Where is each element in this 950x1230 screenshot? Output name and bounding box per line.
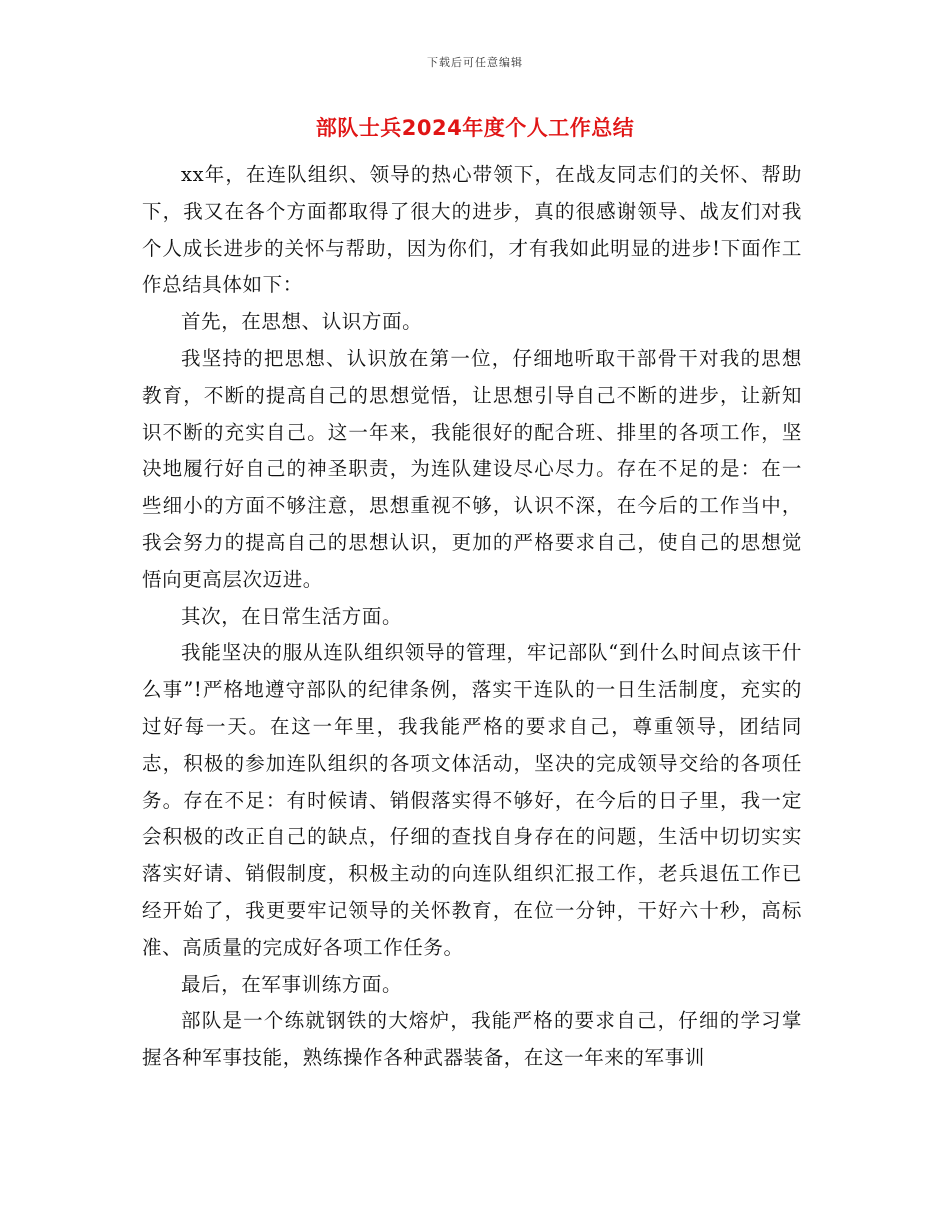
paragraph-daily-life: 我能坚决的服从连队组织领导的管理，牢记部队“到什么时间点该干什么事”!严格地遵守部队的纪律条例，落实干连队的一日生活制度，充实的过好每一天。在这一年里，我我能严格的要求自己，尊重领导，团结同志，积极的参加连队组织的各项文体活动，坚决的完成领导交给的各项任务。存在不足：有时候请、销假落实得不够好，在今后的日子里，我一定会积极的改正自己的缺点，仔细的查找自身存在的问题，生活中切切实实落实好请、销假制度，积极主动的向连队组织汇报工作，老兵退伍工作已经开始了，我更要牢记领导的关怀教育，在位一分钟，干好六十秒，高标准、高质量的完成好各项工作任务。 [142, 641, 802, 959]
section-heading-training: 最后，在军事训练方面。 [181, 972, 403, 996]
section-heading-daily-life: 其次，在日常生活方面。 [181, 604, 403, 628]
document-body [142, 157, 802, 1077]
header-note: 下载后可任意编辑 [427, 56, 523, 69]
section-heading-thought: 首先，在思想、认识方面。 [181, 310, 423, 334]
document-title: 部队士兵2024年度个人工作总结 [315, 116, 635, 140]
paragraph-training: 部队是一个练就钢铁的大熔炉，我能严格的要求自己，仔细的学习掌握各种军事技能，熟练操作各种武器装备，在这一年来的军事训 [142, 1009, 802, 1070]
paragraph-thought: 我坚持的把思想、认识放在第一位，仔细地听取干部骨干对我的思想教育，不断的提高自己的思想觉悟，让思想引导自己不断的进步，让新知识不断的充实自己。这一年来，我能很好的配合班、排里的各项工作，坚决地履行好自己的神圣职责，为连队建设尽心尽力。存在不足的是：在一些细小的方面不够注意，思想重视不够，认识不深，在今后的工作当中，我会努力的提高自己的思想认识，更加的严格要求自己，使自己的思想觉悟向更高层次迈进。 [142, 346, 802, 591]
paragraph-intro: xx年，在连队组织、领导的热心带领下，在战友同志们的关怀、帮助下，我又在各个方面都取得了很大的进步，真的很感谢领导、战友们对我个人成长进步的关怀与帮助，因为你们，才有我如此明显的进步!下面作工作总结具体如下： [142, 163, 802, 297]
